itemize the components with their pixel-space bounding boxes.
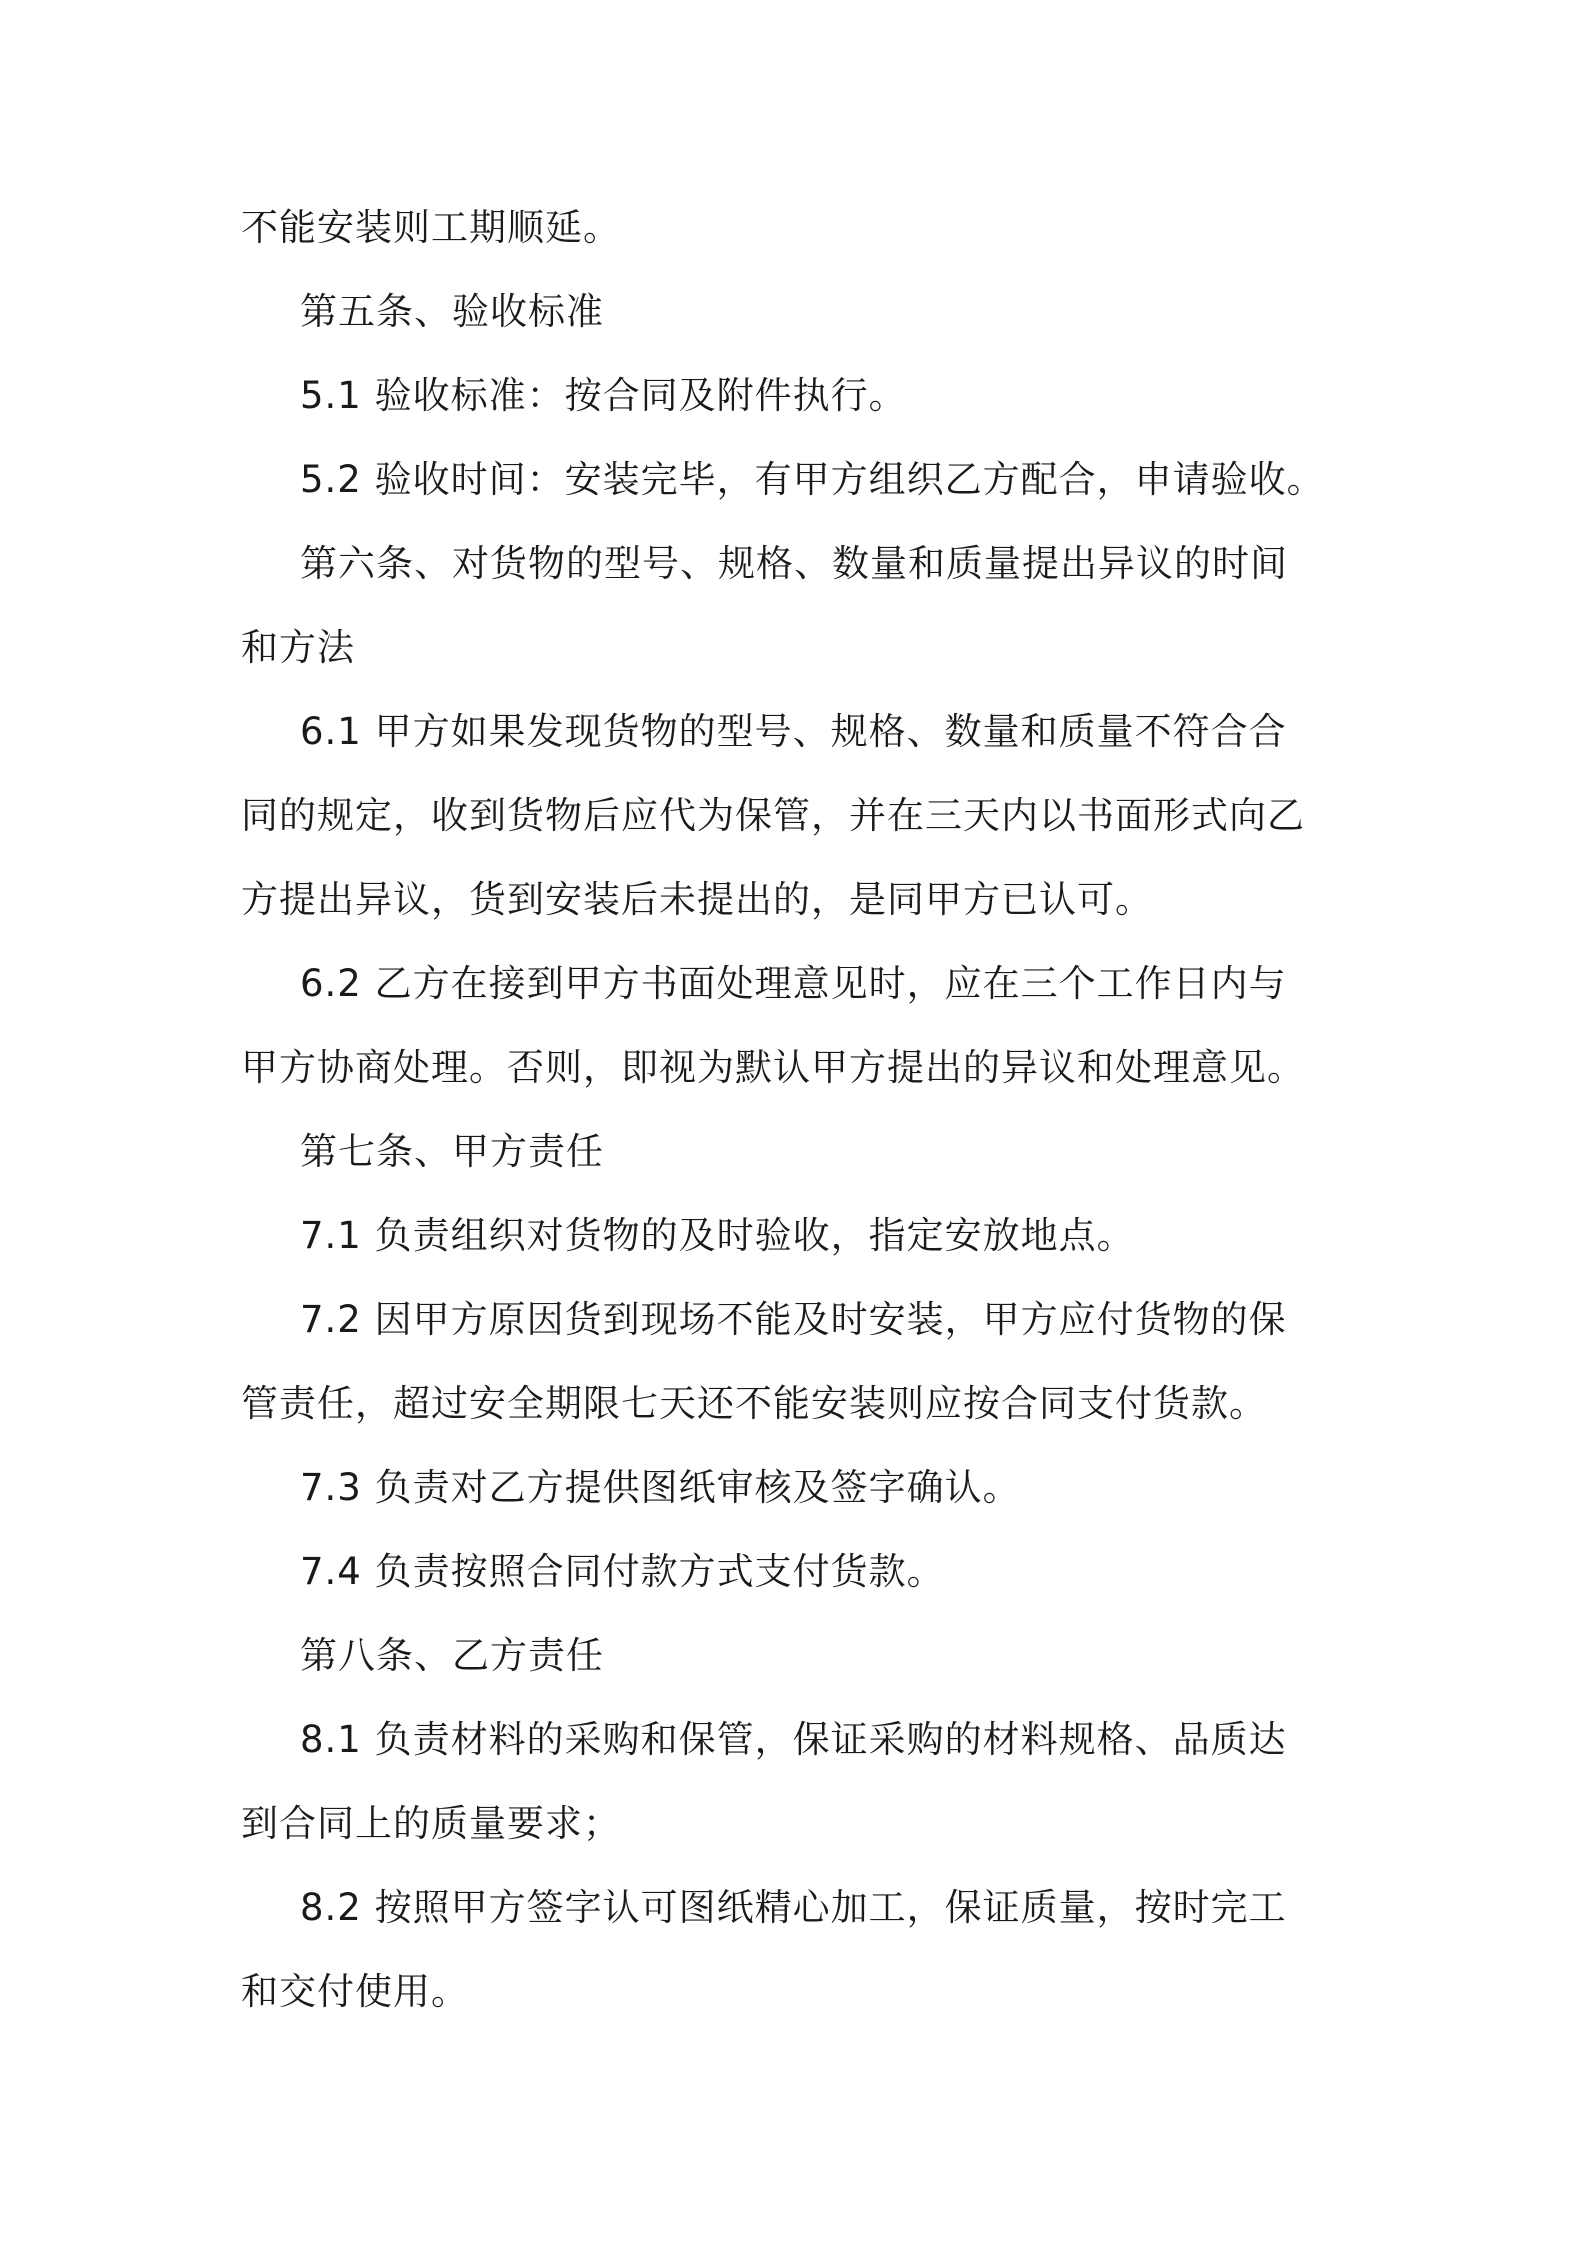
clause-line-continued: 方提出异议，货到安装后未提出的，是同甲方已认可。: [241, 878, 1153, 921]
clause-line: 7.3 负责对乙方提供图纸审核及签字确认。: [300, 1466, 1021, 1509]
clause-line: 5.1 验收标准：按合同及附件执行。: [300, 374, 907, 417]
paragraph-line: 不能安装则工期顺延。: [241, 206, 621, 249]
clause-line-continued: 到合同上的质量要求；: [241, 1802, 621, 1845]
clause-line-continued: 甲方协商处理。否则，即视为默认甲方提出的异议和处理意见。: [241, 1046, 1305, 1089]
section-heading: 第六条、对货物的型号、规格、数量和质量提出异议的时间: [300, 542, 1288, 585]
clause-line-continued: 同的规定，收到货物后应代为保管，并在三天内以书面形式向乙: [241, 794, 1305, 837]
clause-line: 8.2 按照甲方签字认可图纸精心加工，保证质量，按时完工: [300, 1886, 1287, 1929]
section-heading: 第五条、验收标准: [300, 290, 604, 333]
section-heading: 第八条、乙方责任: [300, 1634, 604, 1677]
clause-line-continued: 和交付使用。: [241, 1970, 469, 2013]
clause-line: 6.2 乙方在接到甲方书面处理意见时，应在三个工作日内与: [300, 962, 1287, 1005]
clause-line: 7.4 负责按照合同付款方式支付货款。: [300, 1550, 945, 1593]
section-heading-continued: 和方法: [241, 626, 355, 669]
clause-line: 8.1 负责材料的采购和保管，保证采购的材料规格、品质达: [300, 1718, 1287, 1761]
section-heading: 第七条、甲方责任: [300, 1130, 604, 1173]
clause-line-continued: 管责任，超过安全期限七天还不能安装则应按合同支付货款。: [241, 1382, 1267, 1425]
clause-line: 7.2 因甲方原因货到现场不能及时安装，甲方应付货物的保: [300, 1298, 1287, 1341]
clause-line: 6.1 甲方如果发现货物的型号、规格、数量和质量不符合合: [300, 710, 1287, 753]
clause-line: 7.1 负责组织对货物的及时验收，指定安放地点。: [300, 1214, 1135, 1257]
clause-line: 5.2 验收时间：安装完毕，有甲方组织乙方配合，申请验收。: [300, 458, 1325, 501]
